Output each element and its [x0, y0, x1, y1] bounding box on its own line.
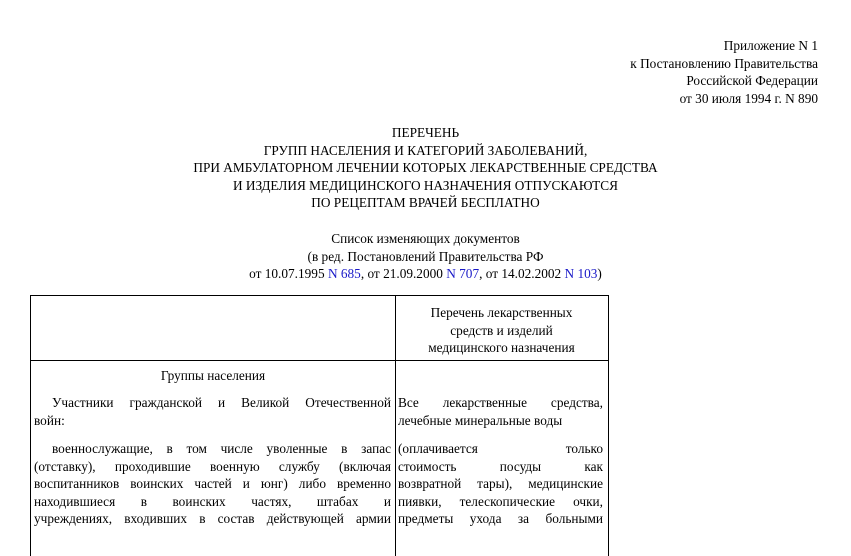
header-medicines	[396, 304, 607, 357]
row-military-left	[34, 440, 391, 528]
cell-line: пиявки, телескопические очки,	[398, 493, 603, 509]
changes-text: )	[597, 266, 602, 281]
appendix-line: Российской Федерации	[686, 73, 818, 88]
header-divider	[31, 360, 608, 361]
changes-line: (в ред. Постановлений Правительства РФ	[307, 248, 544, 264]
cell-line: стоимость посуды как	[398, 458, 603, 474]
cell-line: лечебные минеральные воды	[398, 412, 563, 428]
cell-line: воспитанников воинских частей и юнг) либо временно	[34, 476, 391, 491]
row-veterans-right	[398, 394, 603, 429]
document-link-685[interactable]: N 685	[327, 266, 361, 281]
groups-table	[30, 295, 609, 556]
document-link-707[interactable]: N 707	[446, 266, 480, 281]
title-line: ПЕРЕЧЕНЬ	[391, 125, 460, 140]
document-link-103[interactable]: N 103	[564, 266, 598, 281]
changes-text: , от 21.09.2000	[360, 266, 447, 281]
cell-line: учреждениях, входивших в состав действующей армии	[34, 511, 391, 526]
title-line: ПО РЕЦЕПТАМ ВРАЧЕЙ БЕСПЛАТНО	[311, 195, 540, 210]
row-military-right	[398, 440, 603, 528]
header-line: медицинского назначения	[428, 340, 575, 355]
groups-heading: Группы населения	[160, 368, 266, 383]
row-veterans-left	[34, 394, 391, 429]
header-line: средств и изделий	[450, 322, 553, 338]
document-title	[0, 124, 851, 212]
cell-line: войн:	[34, 412, 65, 428]
changes-text: , от 14.02.2002	[479, 266, 565, 281]
changes-line	[0, 265, 851, 283]
appendix-header	[630, 37, 818, 107]
cell-line: Участники гражданской и Великой Отечественной	[52, 395, 391, 410]
cell-line: военнослужащие, в том числе уволенные в запас	[52, 441, 391, 456]
cell-line: возвратной тары), медицинские	[398, 476, 603, 491]
amending-documents	[0, 230, 851, 283]
header-line: Перечень лекарственных	[430, 305, 573, 320]
cell-line: (оплачивается только	[398, 441, 603, 456]
cell-line: Все лекарственные средства,	[398, 395, 603, 410]
title-line: ГРУПП НАСЕЛЕНИЯ И КАТЕГОРИЙ ЗАБОЛЕВАНИЙ,	[263, 142, 588, 158]
cell-line: предметы ухода за больными	[398, 511, 603, 526]
title-line: ПРИ АМБУЛАТОРНОМ ЛЕЧЕНИИ КОТОРЫХ ЛЕКАРСТВЕННЫЕ СРЕДСТВА	[193, 160, 658, 175]
cell-line: (отставку), проходившие военную службу (включая	[34, 458, 391, 474]
appendix-line: от 30 июля 1994 г. N 890	[679, 90, 818, 106]
cell-line: находившиеся в воинских частях, штабах и	[34, 493, 391, 509]
title-line: И ИЗДЕЛИЯ МЕДИЦИНСКОГО НАЗНАЧЕНИЯ ОТПУСКАЮТСЯ	[232, 177, 619, 193]
appendix-line: к Постановлению Правительства	[630, 55, 818, 71]
appendix-line: Приложение N 1	[723, 38, 818, 53]
changes-line: Список изменяющих документов	[331, 231, 520, 246]
changes-text: от 10.07.1995	[249, 266, 328, 281]
